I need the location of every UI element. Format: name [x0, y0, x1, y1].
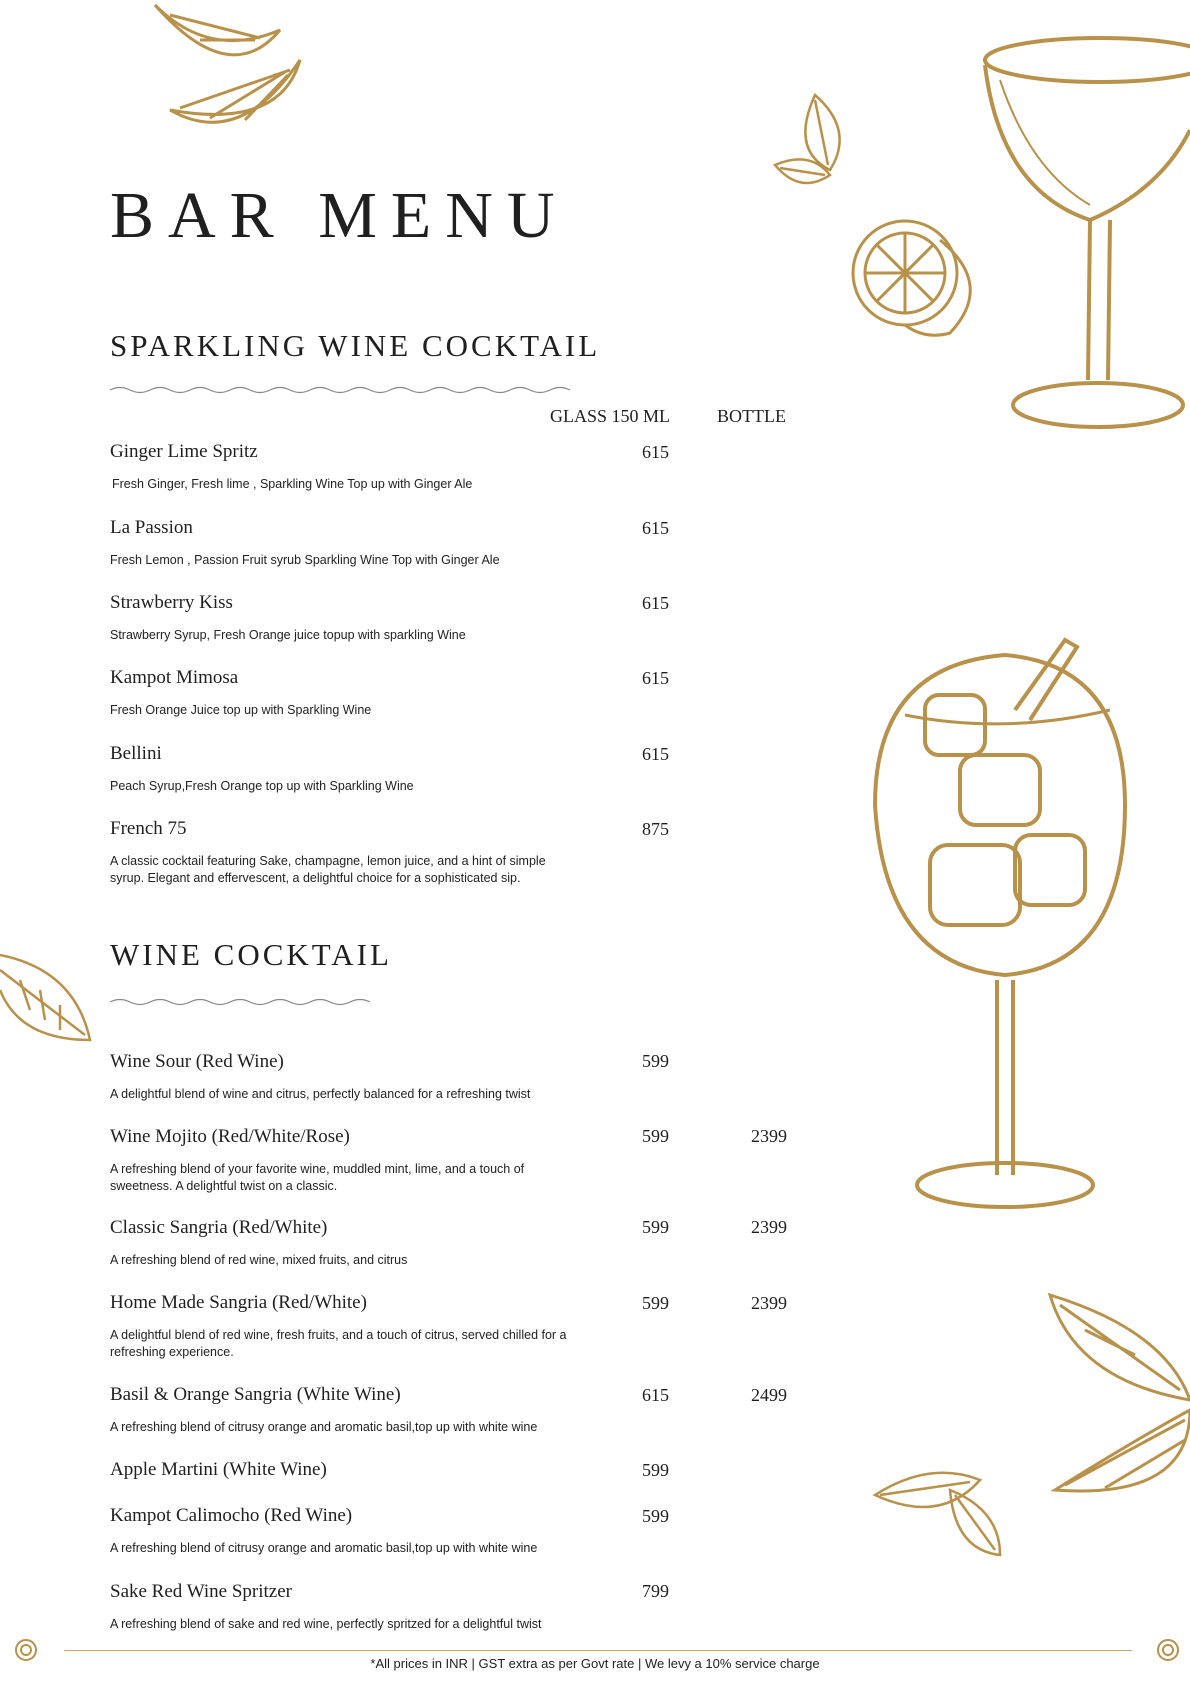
item-description: Fresh Ginger, Fresh lime , Sparkling Wine Top up with Ginger Ale: [112, 477, 473, 491]
item-price-glass: 615: [642, 442, 669, 462]
item-name: Ginger Lime Spritz: [110, 441, 258, 462]
item-price-glass: 615: [642, 518, 669, 538]
item-price-glass: 599: [642, 1126, 669, 1146]
item-name: Apple Martini (White Wine): [110, 1459, 327, 1480]
item-description: A refreshing blend of your favorite wine, muddled mint, lime, and a touch of sweetness. A delightful twist on a classic.: [110, 1162, 525, 1193]
lemon-wedge-top-icon: [150, 0, 320, 140]
item-description: Fresh Orange Juice top up with Sparkling Wine: [110, 703, 372, 717]
item-name: Bellini: [110, 743, 162, 764]
item-description: A refreshing blend of citrusy orange and aromatic basil,top up with white wine: [110, 1420, 538, 1434]
page-title: BAR MENU: [110, 179, 569, 252]
item-price-glass: 615: [642, 744, 669, 764]
margarita-glass-icon: [940, 20, 1190, 430]
mint-leaf-icon: [770, 90, 860, 200]
item-price-bottle: 2399: [751, 1293, 787, 1313]
item-name: Wine Sour (Red Wine): [110, 1051, 284, 1072]
item-name: Home Made Sangria (Red/White): [110, 1292, 367, 1313]
item-price-glass: 599: [642, 1051, 669, 1071]
item-description: A delightful blend of wine and citrus, perfectly balanced for a refreshing twist: [110, 1087, 531, 1101]
section-title-wine: WINE COCKTAIL: [110, 937, 392, 972]
column-header-glass: GLASS 150 ML: [550, 406, 671, 426]
item-description: Strawberry Syrup, Fresh Orange juice topup with sparkling Wine: [110, 628, 466, 642]
item-price-glass: 599: [642, 1217, 669, 1237]
lemon-wedges-bottom-icon: [1045, 1290, 1190, 1500]
item-name: French 75: [110, 818, 187, 839]
footer-note: *All prices in INR | GST extra as per Govt rate | We levy a 10% service charge: [370, 1656, 820, 1671]
item-price-glass: 615: [642, 1385, 669, 1405]
item-name: Kampot Calimocho (Red Wine): [110, 1505, 353, 1526]
item-description: Peach Syrup,Fresh Orange top up with Sparkling Wine: [110, 779, 414, 793]
item-name: La Passion: [110, 517, 193, 538]
section-title-sparkling: SPARKLING WINE COCKTAIL: [110, 328, 601, 363]
wave-divider: [110, 385, 572, 395]
item-price-glass: 615: [642, 668, 669, 688]
item-name: Sake Red Wine Spritzer: [110, 1581, 292, 1602]
item-description: A refreshing blend of sake and red wine, perfectly spritzed for a delightful twist: [110, 1617, 542, 1631]
footer-divider: [64, 1650, 1132, 1651]
item-price-bottle: 2499: [751, 1385, 787, 1405]
item-name: Kampot Mimosa: [110, 667, 239, 688]
item-price-bottle: 2399: [751, 1217, 787, 1237]
wave-divider: [110, 997, 382, 1007]
item-price-glass: 599: [642, 1460, 669, 1480]
item-description: A classic cocktail featuring Sake, champagne, lemon juice, and a hint of simple syrup. Elegant and effervescent, a delightful choice for a sophisticated sip.: [110, 854, 546, 885]
column-header-bottle: BOTTLE: [717, 406, 786, 426]
leaf-left-icon: [0, 950, 95, 1050]
item-name: Wine Mojito (Red/White/Rose): [110, 1126, 350, 1147]
item-price-glass: 599: [642, 1293, 669, 1313]
item-name: Basil & Orange Sangria (White Wine): [110, 1384, 401, 1405]
cocktail-glass-icon: [865, 635, 1135, 1210]
item-name: Strawberry Kiss: [110, 592, 233, 613]
mint-leaves-bottom-icon: [870, 1440, 1010, 1560]
item-description: Fresh Lemon , Passion Fruit syrub Sparkling Wine Top with Ginger Ale: [110, 553, 500, 567]
item-price-glass: 615: [642, 593, 669, 613]
item-description: A refreshing blend of citrusy orange and aromatic basil,top up with white wine: [110, 1541, 538, 1555]
item-description: A refreshing blend of red wine, mixed fruits, and citrus: [110, 1253, 408, 1267]
item-description: A delightful blend of red wine, fresh fruits, and a touch of citrus, served chilled for a refreshing experience.: [110, 1328, 567, 1359]
item-price-bottle: 2399: [751, 1126, 787, 1146]
item-price-glass: 799: [642, 1581, 669, 1601]
item-price-glass: 599: [642, 1506, 669, 1526]
item-price-glass: 875: [642, 819, 669, 839]
item-name: Classic Sangria (Red/White): [110, 1217, 328, 1238]
